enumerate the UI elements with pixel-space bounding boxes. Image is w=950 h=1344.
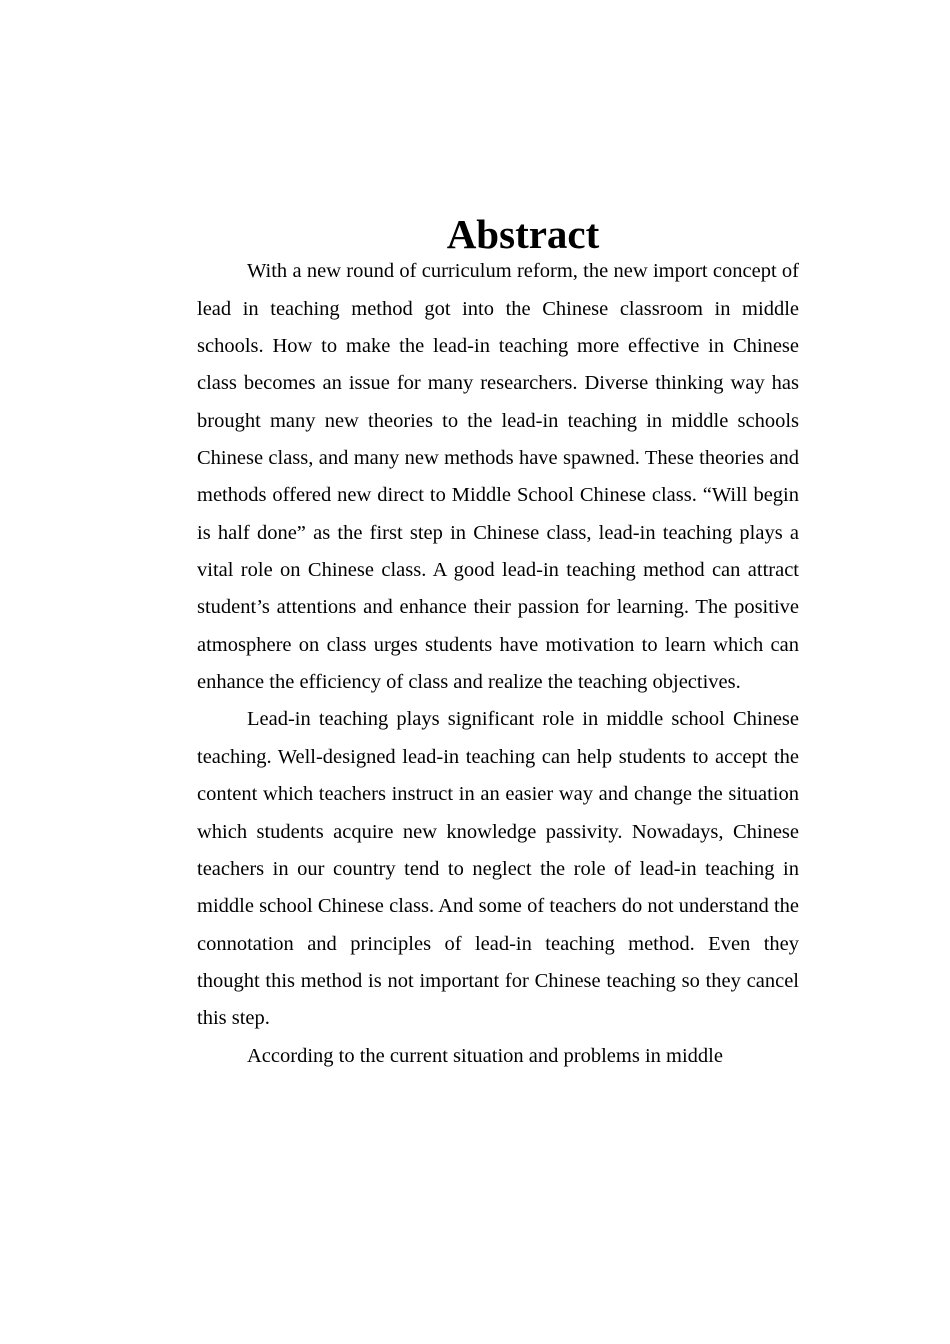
page-body <box>197 211 799 1075</box>
abstract-paragraph-3: According to the current situation and problems in middle <box>247 1044 723 1067</box>
abstract-paragraph-1: With a new round of curriculum reform, the new import concept of lead in teaching method got into the Chinese classroom in middle schools. How to make the lead-in teaching more effective in Chinese class becomes an issue for many researchers. Diverse thinking way has brought many new theories to the lead-in teaching in middle schools Chinese class, and many new methods have spawned. These theories and methods offered new direct to Middle School Chinese class. “Will begin is half done” as the first step in Chinese class, lead-in teaching plays a vital role on Chinese class. A good lead-in teaching method can attract student’s attentions and enhance their passion for learning. The positive atmosphere on class urges students have motivation to learn which can enhance the efficiency of class and realize the teaching objectives. <box>197 260 799 694</box>
abstract-heading: Abstract <box>446 211 600 257</box>
abstract-paragraph-2: Lead-in teaching plays significant role in middle school Chinese teaching. Well-designed lead-in teaching can help students to accept the content which teachers instruct in an easier way and change the situation which students acquire new knowledge passivity. Nowadays, Chinese teachers in our country tend to neglect the role of lead-in teaching in middle school Chinese class. And some of teachers do not understand the connotation and principles of lead-in teaching method. Even they thought this method is not important for Chinese teaching so they cancel this step. <box>197 708 799 1030</box>
